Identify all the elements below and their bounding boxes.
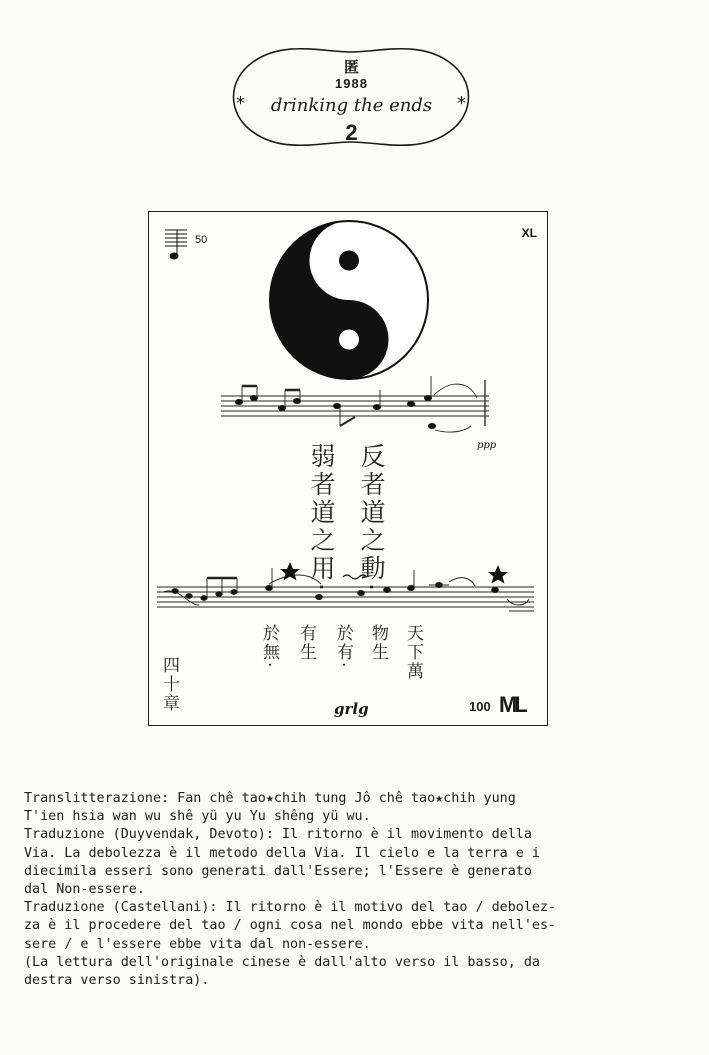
- text-line: (La lettura dell'originale cinese è dall'alto verso il basso, da: [24, 954, 540, 970]
- chinese-column-right: 反者道之動·: [357, 443, 386, 594]
- chinese-small-col-4: 有生: [296, 624, 316, 662]
- text-line: T'ien hsia wan wu shê yü yu Yu shêng yü wu.: [24, 809, 371, 825]
- text-line: diecimila esseri sono generati dall'Essere; l'Essere è generato: [24, 863, 532, 879]
- header-title: drinking the ends: [270, 95, 433, 116]
- text-line: sere / e l'essere ebbe vita dal non-essere.: [24, 936, 371, 952]
- translation-text: [24, 790, 704, 990]
- chinese-small-col-2: 物生: [368, 624, 388, 662]
- dynamic-marking: ppp: [477, 440, 497, 451]
- chapter-label: 四十章: [159, 656, 179, 713]
- text-line: destra verso sinistra).: [24, 973, 210, 989]
- upper-music-staff: [221, 376, 489, 432]
- chinese-column-left: 弱者道之用·: [307, 443, 336, 594]
- lower-music-staff: [157, 568, 534, 611]
- text-line: Via. La debolezza è il metodo della Via. Il cielo e la terra e i: [24, 845, 540, 861]
- score-card: [148, 211, 548, 726]
- imprint-logo: ML: [499, 692, 525, 717]
- corner-label: XL: [521, 226, 537, 240]
- text-line: Translitterazione: Fan chê tao★chih tung Jô chê tao★chih yung: [24, 791, 516, 806]
- header-cartouche: [223, 42, 480, 152]
- star-left: *: [236, 93, 245, 114]
- text-line: Traduzione (Duyvendak, Devoto): Il ritorno è il movimento della: [24, 827, 532, 843]
- text-line: za è il procedere del tao / ogni cosa nel mondo ebbe vita nell'es-: [24, 918, 557, 934]
- chinese-small-col-1: 天下萬: [403, 624, 423, 681]
- chinese-small-col-5: 於無·: [259, 624, 279, 670]
- text-line: Traduzione (Castellani): Il ritorno è il motivo del tao / debolez-: [24, 900, 557, 916]
- text-line: dal Non-essere.: [24, 882, 145, 898]
- page-number: 100: [469, 699, 491, 714]
- yin-yang-icon: [270, 221, 428, 379]
- tempo-mark-icon: [165, 230, 187, 259]
- tempo-value: 50: [195, 234, 208, 246]
- header-number: 2: [345, 120, 358, 145]
- header-glyph: 匿: [343, 58, 359, 76]
- header-year: 1988: [335, 76, 368, 91]
- chinese-small-col-3: 於有·: [333, 624, 353, 670]
- star-right: *: [457, 93, 466, 114]
- signature: grlg: [334, 700, 369, 718]
